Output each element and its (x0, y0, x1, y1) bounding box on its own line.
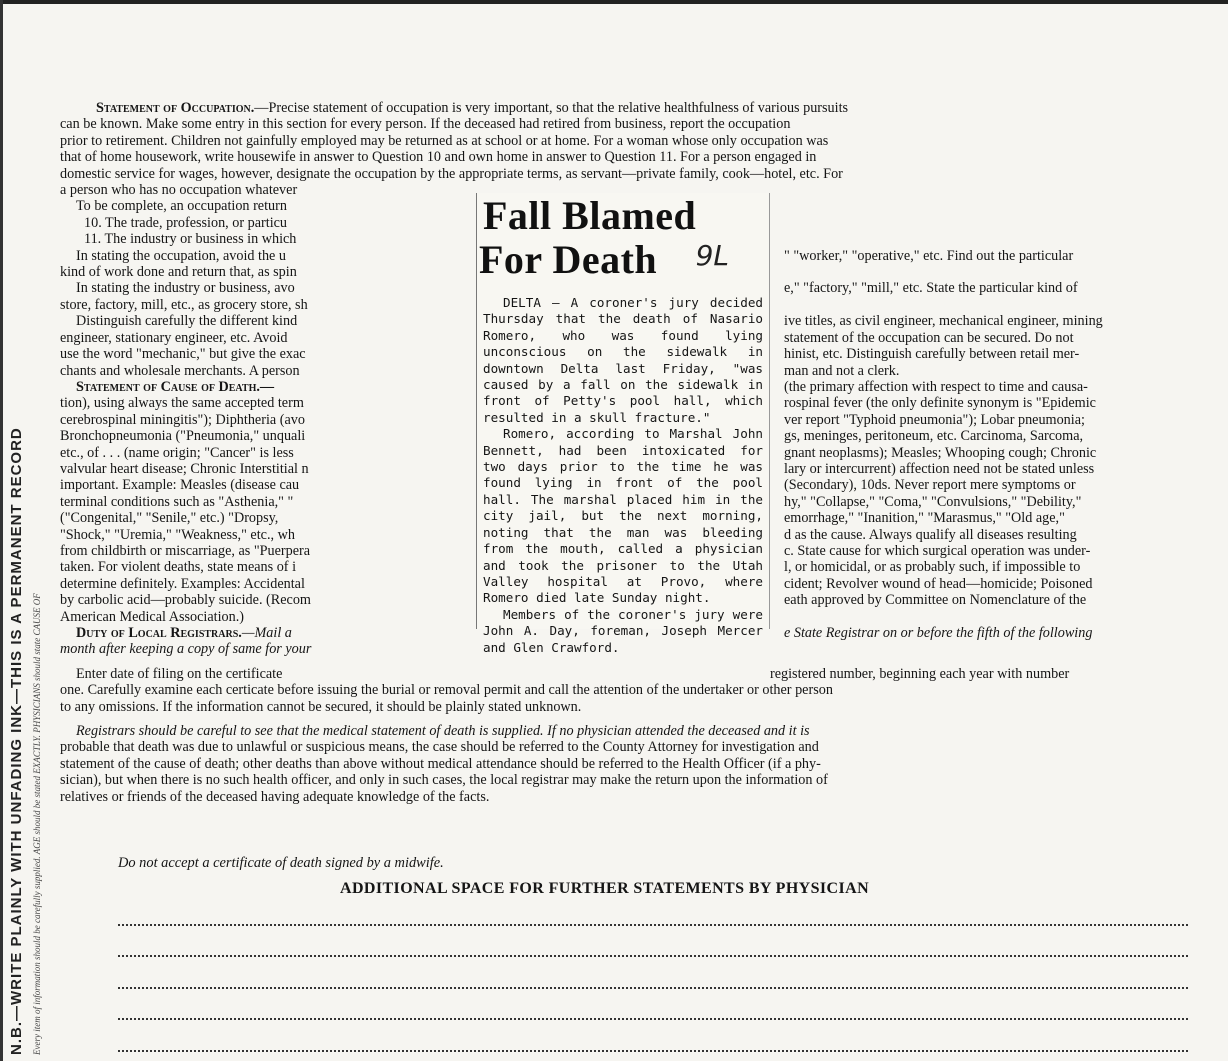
occupation-text-1: —Precise statement of occupation is very important, so that the relative healthfulness of various pursuits (254, 100, 849, 116)
cause-text-14b: eath approved by Committee on Nomenclature of the (784, 592, 1087, 609)
occ-text-3b: e," "factory," "mill," etc. State the particular kind of (784, 280, 1078, 297)
occ-line-2: kind of work done and return that, as spin (60, 264, 297, 281)
occupation-line-2: can be known. Make some entry in this section for every person. If the deceased had retired from business, report the occupation (60, 116, 791, 133)
scan-top-border (0, 0, 1228, 4)
occ-text-1b: " "worker," "operative," etc. Find out the particular (784, 247, 1074, 264)
margin-instruction-strip (2, 60, 46, 1055)
filing-text-1a: Enter date of filing on the certificate (76, 665, 283, 682)
registrars-line-5: relatives or friends of the deceased having adequate knowledge of the facts. (60, 788, 490, 805)
clipping-paragraph-2: Romero, according to Marshal John Bennett, had been intoxicated for two days prior to the time he was found lying in front of the pool hall. The marshal placed him in the city jail, but the next morning, noting that the man was bleeding from the mouth, called a physician and took the prisoner to the Utah Valley hospital at Provo, where Romero died late Sunday night. (483, 426, 763, 606)
cause-text-9b: emorrhage," "Inanition," "Marasmus," "Old age," (784, 510, 1065, 527)
cause-text-11b: c. State cause for which surgical operation was under- (784, 542, 1091, 559)
occupation-heading: Statement of Occupation. (96, 100, 255, 116)
question-11-line: 11. The industry or business in which (84, 231, 297, 248)
margin-info-text: Every item of information should be carefully supplied. AGE should be stated EXACTLY. PHYSICIANS should state CAUSE OF (32, 593, 42, 1055)
cause-text-11a: from childbirth or miscarriage, as "Puerpera (60, 542, 311, 559)
cause-text-10b: d as the cause. Always qualify all diseases resulting (784, 526, 1077, 543)
cause-text-6a: valvular heart disease; Chronic Interstitial n (60, 460, 309, 477)
occupation-line-5: domestic service for wages, however, designate the occupation by the appropriate terms, as servant—private family, cook—hotel, etc. For (60, 165, 843, 182)
filing-line-3: to any omissions. If the information cannot be secured, it should be plainly stated unknown. (60, 698, 582, 715)
occupation-line-3: prior to retirement. Children not gainfully employed may be returned as at school or at home. For a woman whose only occupation was (60, 132, 829, 149)
margin-warning-text: N.B.—WRITE PLAINLY WITH UNFADING INK—THIS IS A PERMANENT RECORD (8, 427, 25, 1055)
cause-text-2b: rospinal fever (the only definite synonym is "Epidemic (784, 395, 1096, 412)
cause-text-8a: terminal conditions such as "Asthenia," " (60, 493, 294, 510)
clipping-paragraph-3: Members of the coroner's jury were John A. Day, foreman, Joseph Mercer and Glen Crawford. (483, 606, 763, 655)
cause-text-5b: gnant neoplasms); Measles; Whooping cough; Chronic (784, 444, 1097, 461)
cause-text-6b: lary or intercurrent) affection need not be stated unless (784, 460, 1095, 477)
occ-text-3a: In stating the industry or business, avo (76, 280, 295, 297)
cause-text-8b: hy," "Collapse," "Coma," "Convulsions," "Debility," (784, 493, 1082, 510)
duty-line-2: month after keeping a copy of same for your (60, 641, 312, 658)
occupation-return-intro: To be complete, an occupation return (76, 198, 287, 215)
cause-text-3b: ver report "Typhoid pneumonia"); Lobar pneumonia; (784, 411, 1085, 428)
duty-heading: Duty of Local Registrars. (76, 625, 242, 641)
handwritten-mark: 9L (695, 239, 729, 272)
occupation-line-6: a person who has no occupation whatever (60, 182, 298, 199)
occ-text-6a: engineer, stationary engineer, etc. Avoid (60, 329, 288, 346)
occupation-line-1 (60, 100, 1190, 116)
cause-text-7b: (Secondary), 10ds. Never report mere symptoms or (784, 477, 1076, 494)
cause-text-1b: (the primary affection with respect to time and causa- (784, 378, 1088, 395)
occ-text-7b: hinist, etc. Distinguish carefully between retail mer- (784, 346, 1080, 363)
occ-text-1a: In stating the occupation, avoid the u (76, 247, 286, 264)
duty-text-1b: e State Registrar on or before the fifth of the following (784, 625, 1093, 641)
physician-line-5 (118, 1050, 1188, 1052)
clipping-headline-2: For Death (479, 237, 658, 282)
physician-line-4 (118, 1018, 1188, 1020)
registrars-line-1: Registrars should be careful to see that the medical statement of death is supplied. If no physician attended the deceased and it is (76, 723, 810, 740)
cause-text-13b: cident; Revolver wound of head—homicide; Poisoned (784, 575, 1093, 592)
occ-text-5a: Distinguish carefully the different kind (76, 313, 298, 330)
physician-line-2 (118, 955, 1188, 957)
cause-text-9a: ("Congenital," "Senile," etc.) "Dropsy, (60, 510, 279, 527)
occ-text-5b: ive titles, as civil engineer, mechanical engineer, mining (784, 313, 1103, 330)
occ-text-8b: man and not a clerk. (784, 362, 900, 379)
newspaper-clipping (476, 193, 770, 655)
registrars-line-3: statement of the cause of death; other deaths than above without medical attendance should be referred to the Health Officer (if a phy- (60, 755, 821, 772)
duty-text-1a: —Mail a (241, 625, 292, 641)
filing-text-1b: registered number, beginning each year with number (770, 665, 1070, 682)
physician-line-1 (118, 924, 1188, 926)
cause-text-4a: Bronchopneumonia ("Pneumonia," unquali (60, 428, 306, 445)
filing-line-1 (60, 666, 1190, 682)
occ-line-4: store, factory, mill, etc., as grocery store, sh (60, 296, 308, 313)
occ-text-8a: chants and wholesale merchants. A person (60, 362, 300, 379)
physician-line-3 (118, 987, 1188, 989)
cause-text-3a: cerebrospinal miningitis"); Diphtheria (avo (60, 411, 305, 428)
cause-line-15: American Medical Association.) (60, 608, 244, 625)
cause-text-13a: determine definitely. Examples: Accidental (60, 575, 305, 592)
filing-line-2: one. Carefully examine each certicate before issuing the burial or removal permit and call the attention of the undertaker or other person (60, 682, 833, 699)
cause-text-5a: etc., of . . . (name origin; "Cancer" is less (60, 444, 294, 461)
occupation-line-4: that of home housework, write housewife in answer to Question 10 and own home in answer to Question 11. For a person engaged in (60, 149, 817, 166)
clipping-paragraph-1: DELTA — A coroner's jury decided Thursday that the death of Nasario Romero, who was found lying unconscious on the sidewalk in downtown Delta last Friday, "was caused by a fall on the sidewalk in front of Petty's pool hall, which resulted in a skull fracture." (483, 295, 763, 425)
question-10-line: 10. The trade, profession, or particu (84, 214, 288, 231)
cause-text-10a: "Shock," "Uremia," "Weakness," etc., wh (60, 526, 295, 543)
cause-heading: Statement of Cause of Death.— (76, 378, 275, 395)
cause-text-7a: important. Example: Measles (disease cau (60, 477, 300, 494)
additional-space-title: ADDITIONAL SPACE FOR FURTHER STATEMENTS BY PHYSICIAN (340, 880, 870, 897)
cause-text-14a: by carbolic acid—probably suicide. (Recom (60, 592, 311, 609)
occ-text-6b: statement of the occupation can be secured. Do not (784, 329, 1074, 346)
cause-text-12a: taken. For violent deaths, state means of i (60, 559, 297, 576)
occ-text-7a: use the word "mechanic," but give the exac (60, 346, 306, 363)
midwife-notice: Do not accept a certificate of death signed by a midwife. (118, 855, 444, 871)
registrars-line-4: sician), but when there is no such health officer, and only in such cases, the local registrar may make the return upon the information of (60, 772, 828, 789)
cause-text-2a: tion), using always the same accepted term (60, 395, 304, 412)
cause-text-12b: l, or homicidal, or as probably such, if impossible to (784, 559, 1081, 576)
clipping-headline-1: Fall Blamed (483, 193, 697, 238)
cause-text-4b: gs, meninges, peritoneum, etc. Carcinoma, Sarcoma, (784, 428, 1084, 445)
registrars-line-2: probable that death was due to unlawful or suspicious means, the case should be referred to the County Attorney for investigation and (60, 739, 819, 756)
